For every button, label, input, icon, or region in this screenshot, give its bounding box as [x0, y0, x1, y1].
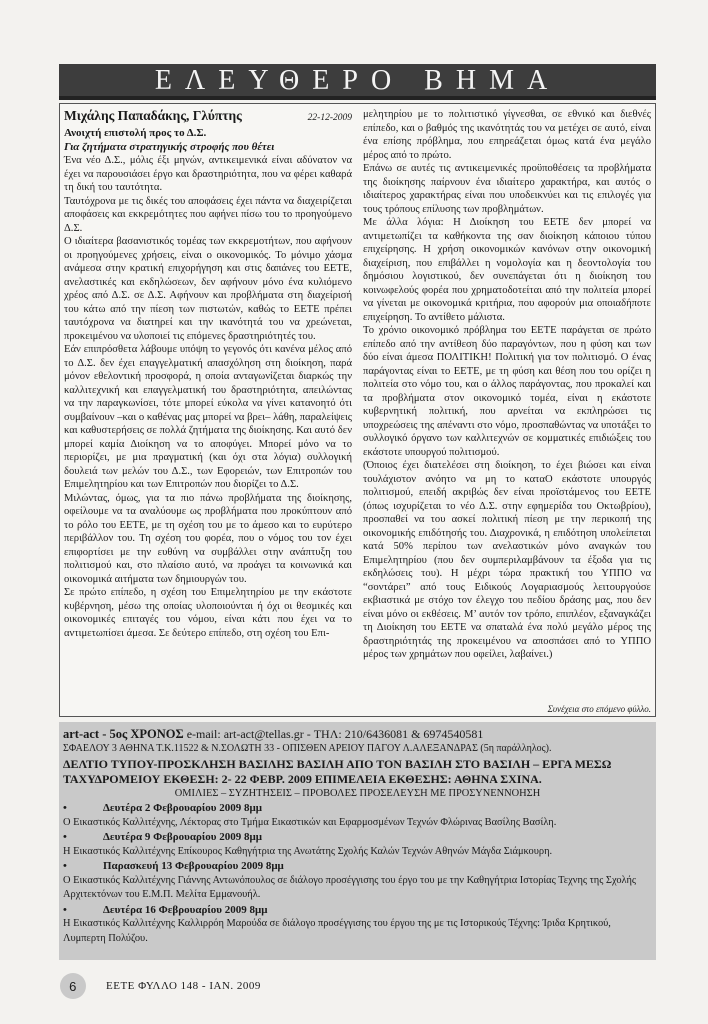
article-paragraph: Το χρόνιο οικονομικό πρόβλημα του ΕΕΤΕ παράγεται σε πρώτο επίπεδο από την αντίθεση δύο παραγόντων, που η φύση και των δύο είναι άμεσα ΠΟΛΙΤΙΚΗ! Πολιτική για τον πολιτισμό. Ο ένας παράγοντας είναι το ΕΕΤΕ, με τη φύση και θέση που του ορίζει η πολιτεία στο νόμο του, και ο άλλος παράγοντας, που προκαλεί και τα προβλήματα στον οικονομικό τομέα, είναι η εκάστοτε κυβερνητική πολιτική, που αρνείται να εκπληρώσει τις υποχρεώσεις της απέναντι στο νόμο, προσπαθώντας να υποτάξει το συλλογικό όργανο των καλλιτεχνών σε κομματικές επιδιώξεις του εκάστοτε υπουργού πολιτισμού.: [363, 325, 651, 458]
art-act-phone: - ΤΗΛ: 210/6436081 & 6974540581: [306, 727, 484, 741]
article-byline: [64, 108, 352, 126]
article-date: 22-12-2009: [307, 113, 352, 123]
event-date: [63, 859, 652, 874]
article-heading: Ανοιχτή επιστολή προς το Δ.Σ.: [64, 127, 207, 139]
article-paragraph: Με άλλα λόγια: Η Διοίκηση του ΕΕΤΕ δεν μπορεί να αντιμετωπίζει τα καθήκοντα της σαν διοίκηση κάποιου τύπου επιχείρησης. Η χρήση οικονομικών κανόνων στην οικονομική διαχείριση, που επιβάλλει η νομολογία και η δεοντολογία του δημόσιου λογιστικού, δεν συνεπάγεται ότι η διοίκηση του κοινωφελούς φορέα που χρηματοδοτείται από την πολιτεία μπορεί να γίνεται με οικονομικά κριτήρια, που αφορούν μια οποιαδήποτε επιχείρηση. Το αντίθετο μάλιστα.: [363, 217, 651, 323]
event-date-text: Δευτέρα 2 Φεβρουαρίου 2009 8μμ: [103, 802, 262, 814]
event-date-text: Δευτέρα 16 Φεβρουαρίου 2009 8μμ: [103, 903, 268, 916]
bullet: •: [63, 903, 67, 916]
art-act-email[interactable]: e-mail: art-act@tellas.gr: [186, 727, 304, 741]
article-box: [59, 103, 656, 717]
event-date-text: Παρασκευή 13 Φεβρουαρίου 2009 8μμ: [103, 860, 284, 872]
art-act-announcement: [59, 722, 656, 960]
event-description: Η Εικαστικός Καλλιτέχνης Καλλιρρόη Μαρούδα σε διάλογο προσέγγισης του έργου της με τις Ιστορικούς Τέχνης: Ίριδα Κρητικού, Λυμπερτη Πολύζου.: [63, 918, 611, 944]
article-paragraph: Επάνω σε αυτές τις αντικειμενικές προϋποθέσεις τα προβλήματα της διοίκησης παίρνουν ένα ιδιαίτερο χαρακτήρα, και αυτός ο ιδιαίτερος χαρακτήρας είναι που υποδεικνύει και τις επιλογές για τους τρόπους επίλυσης των προβλημάτων.: [363, 163, 651, 215]
section-banner: ΕΛΕΥΘΕΡΟ ΒΗΜΑ: [59, 64, 656, 100]
article-paragraph: Μιλώντας, όμως, για τα πιο πάνω προβλήματα της διοίκησης, οφείλουμε να τα αναλύουμε ως προβλήματα που προκύπτουν από το ρόλο του ΕΕΤΕ, με τη σχέση του με το άμεσο και το ευρύτερο περιβάλλον του. Τη σχέση του φορέα, που ο νόμος του τον έχει επιφορτίσει με την ευθύνη να συμβάλλει στην ανάπτυξη του πολιτισμού και, στο πλαίσιο αυτό, να προάγει τα κοινωνικά και οικονομικά αιτήματα των δημιουργών του.: [64, 492, 352, 585]
bullet: •: [63, 831, 67, 843]
art-act-address: ΣΦΑΕΛΟΥ 3 ΑΘΗΝΑ Τ.Κ.11522 & Ν.ΣΟΛΩΤΗ 33 - ΟΠΙΣΘΕΝ ΑΡΕΙΟΥ ΠΑΓΟΥ Λ.ΑΛΕΞΑΝΔΡΑΣ (5η παράλληλος).: [63, 743, 552, 754]
article-paragraph: Ταυτόχρονα με τις δικές του αποφάσεις έχει πάντα να διαχειρίζεται αποφάσεις και εκκρεμότητες που αφήνει πίσω του το προηγούμενο Δ.Σ.: [64, 195, 352, 234]
art-act-header: [63, 726, 652, 742]
page-number: 6: [60, 973, 86, 999]
issue-info: ΕΕΤΕ ΦΥΛΛΟ 148 - ΙΑΝ. 2009: [106, 980, 261, 992]
article-paragraph: μελητηρίου με το πολιτιστικό γίγνεσθαι, σε εθνικό και διεθνές επίπεδο, και ο βαθμός της ικανότητάς του να μετέχει σε αυτό, είναι ένα επίσης πρόβλημα, που επηρεάζεται όμως κατά ένα μεγάλο μέρος από το πρώτο.: [363, 109, 651, 161]
event-description: Η Εικαστικός Καλλιτέχνης Επίκουρος Καθηγήτρια της Ανωτάτης Σχολής Καλών Τεχνών Αθηνών Μάγδα Σιάμκουρη.: [63, 845, 553, 857]
article-author: Μιχάλης Παπαδάκης, Γλύπτης: [64, 108, 242, 123]
article-paragraph: Εάν επιπρόσθετα λάβουμε υπόψη το γεγονός ότι κανένα μέλος από το Δ.Σ. δεν έχει επαγγελματική απασχόληση στη διοίκηση, παρά μόνον εθελοντική προσφορά, η οποία ανταγωνίζεται διαρκώς την καλλιτεχνική και επαγγελματική του δραστηριότητα, απειλώντας να την παραγκωνίσει, τότε μπορεί εύκολα να γίνει κατανοητό ότι συμβαίνουν –και ο καθένας μας μπορεί να βρει– λάθη, παραλείψεις και καθυστερήσεις σε πολλά ζητήματα της διοίκησης. Και αυτό δεν μπορεί καμία Διοίκηση να το αποφύγει. Μπορεί μόνο να το περιορίζει, με μια πραγματική (και όχι στα λόγια) συλλογική δουλειά των μελών του Δ.Σ., των Εφορειών, των Επιτροπών του Επιμελητηρίου και των Επιτροπών που διορίζει το Δ.Σ.: [64, 344, 352, 490]
event-description: Ο Εικαστικός Καλλιτέχνης Γιάννης Αντωνόπουλος σε διάλογο προσέγγισης του έργο του με την Καθηγήτρια Ιστορίας Τεχνης της Σχολής Αρχιτεκτόνων του Ε.Μ.Π. Μελίτα Εμμανουήλ.: [63, 874, 637, 900]
article-paragraph: Σε πρώτο επίπεδο, η σχέση του Επιμελητηρίου με την εκάστοτε κυβέρνηση, μέσω της οποίας υλοποιούνται ή όχι οι θεσμικές και οικονομικές επιταγές του νόμου, είναι κάτι που έχει να το αντιμετωπίσει άμεσα. Σε δεύτερο επίπεδο, στη σχέση του Επι-: [64, 587, 352, 639]
article-subheading: Για ζητήματα στρατηγικής στροφής που θέτει: [64, 141, 275, 153]
event-date: [63, 801, 652, 816]
event-date: [63, 830, 652, 845]
event-date: [63, 903, 652, 918]
press-release-subtitle: ΟΜΙΛΙΕΣ – ΣΥΖΗΤΗΣΕΙΣ – ΠΡΟΒΟΛΕΣ ΠΡΟΣΕΛΕΥΣΗ ΜΕ ΠΡΟΣΥΝΕΝΝΟΗΣΗ: [174, 787, 541, 799]
bullet: •: [63, 860, 67, 872]
article-right-column: [363, 108, 651, 662]
event-date-text: Δευτέρα 9 Φεβρουαρίου 2009 8μμ: [103, 831, 262, 843]
article-left-column: [64, 108, 352, 640]
bullet: •: [63, 802, 67, 814]
page-footer: [60, 972, 261, 1000]
event-description: Ο Εικαστικός Καλλιτέχνης, Λέκτορας στο Τμήμα Εικαστικών και Εφαρμοσμένων Τεχνών Φλώρινας Βασίλης Βασίλη.: [63, 816, 557, 828]
article-paragraph: (Όποιος έχει διατελέσει στη διοίκηση, το έχει βιώσει και είναι τουλάχιστον ανόητο να μη το καταΟ εκάστοτε υπουργός πολιτισμού, επειδή ακριβώς δεν είναι προϊστάμενος του ΕΕΤΕ (όπως ισχυρίζεται το νέο Δ.Σ. στην εφημερίδα του Οκτωβρίου), προσπαθεί να του ασκεί πολιτική πίεση με την περικοπή της οικονομικής επιδότησής του. Διαχρονικά, η επιδότηση υπολείπεται κατά 50% περίπου των ανελαστικών μόνο αναγκών του Επιμελητηρίου (που δεν συμπεριλαμβάνουν τα έξοδα για τις εκδηλώσεις του). Η μέχρι τώρα πρακτική του ΥΠΠΟ να “σοντάρει” από τους Ειδικούς Λογαριασμούς λειτουργούσε εκβιαστικά με στόχο τον έλεγχο του πεδίου δράσης μας, που δεν είναι μόνο οι εκθέσεις. Μ’ αυτόν τον τρόπο, επιπλέον, εξαναγκάζει τη Διοίκηση του ΕΕΤΕ να σπαταλά ένα πολύ μεγάλο μέρος της δραστηριότητάς της προκειμένου να αποσπάσει από το ΥΠΠΟ μέρος των χρημάτων που οφείλει, λαβαίνει.): [363, 460, 651, 660]
art-act-name: art-act - 5ος ΧΡΟΝΟΣ: [63, 727, 184, 741]
article-paragraph: Ένα νέο Δ.Σ., μόλις έξι μηνών, αντικειμενικά είναι αδύνατον να έχει να παρουσιάσει έργο και δραστηριότητα, που να φέρει καθαρά τη δική του ταυτότητα.: [64, 155, 352, 193]
press-release-title: ΔΕΛΤΙΟ ΤΥΠΟΥ-ΠΡΟΣΚΛΗΣΗ ΒΑΣΙΛΗΣ ΒΑΣΙΛΗ ΑΠΟ ΤΟΝ ΒΑΣΙΛΗ ΣΤΟ ΒΑΣΙΛΗ – ΕΡΓΑ ΜΕΣΩ ΤΑΧΥΔΡΟΜΕΙΟΥ ΕΚΘΕΣΗ: 2- 22 ΦΕΒΡ. 2009 ΕΠΙΜΕΛΕΙΑ ΕΚΘΕΣΗΣ: ΑΘΗΝΑ ΣΧΙΝΑ.: [63, 756, 612, 786]
article-paragraph: Ο ιδιαίτερα βασανιστικός τομέας των εκκρεμοτήτων, που αφήνουν οι προηγούμενες χρήσεις, είναι ο οικονομικός. Το μόνιμο χάσμα ανάμεσα στην κρατική επιχορήγηση και στις δαπάνες του ΕΕΤΕ, ανελαστικές και εκδηλώσεων, δεν αφήνουν μόνο ένα κυλιόμενο χρέος από Δ.Σ. σε Δ.Σ. Αφήνουν και προβλήματα στη διαχείρισή του κάτω από την πίεση των πιστωτών, καθώς το ΕΕΤΕ πρέπει ταυτόχρονα να διατηρεί και την ικανότητά του να χρεώνεται, προκειμένου να υλοποιεί τις επόμενες δραστηριότητές του.: [64, 236, 352, 342]
continued-note: Συνέχεια στο επόμενο φύλλο.: [547, 704, 651, 714]
